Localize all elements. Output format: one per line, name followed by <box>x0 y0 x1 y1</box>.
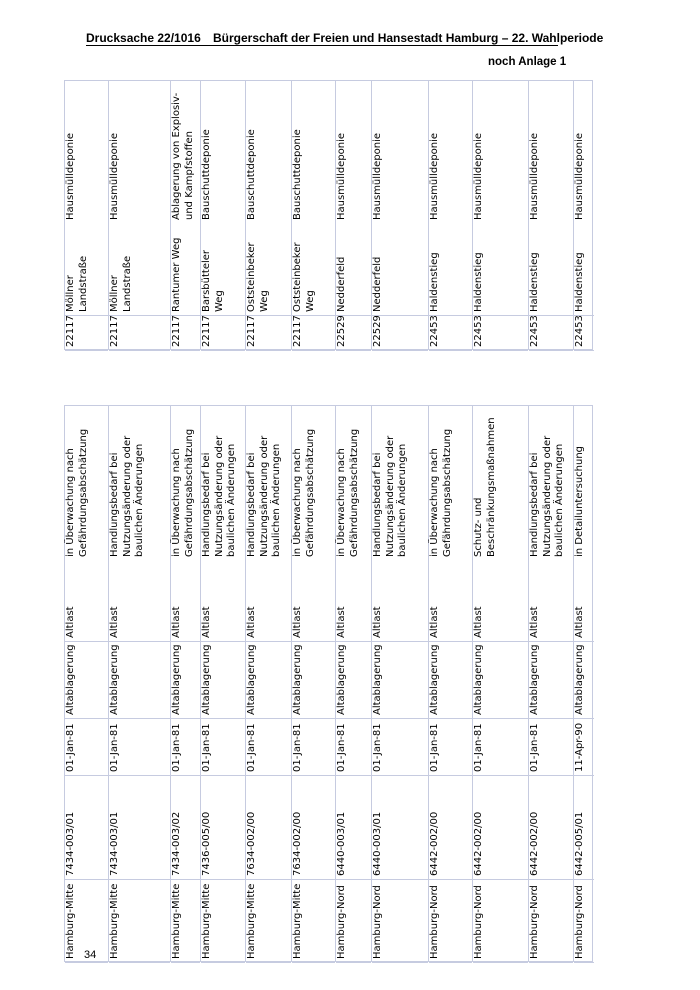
site-kind-text: Altablagerung <box>201 644 212 715</box>
date-cell <box>171 719 200 776</box>
street-text: Rantumer Weg <box>171 237 182 312</box>
date-cell <box>429 719 472 776</box>
category-text: Altlast <box>529 606 540 638</box>
site-kind-cell <box>336 642 371 719</box>
category-text: Altlast <box>109 606 120 638</box>
status-text: in Überwachung nach Gefährdungsabschätzung <box>171 428 195 557</box>
category-cell <box>429 560 472 642</box>
status-text: Handlungsbedarf bei Nutzungsänderung oder baulichen Änderungen <box>246 435 282 557</box>
site-kind-text: Altablagerung <box>246 644 257 715</box>
status-text: in Überwachung nach Gefährdungsabschätzung <box>65 428 89 557</box>
category-text: Altlast <box>574 606 585 638</box>
site-type-text: Hausmülldeponie <box>65 132 76 220</box>
site-kind-cell <box>529 642 573 719</box>
category-cell <box>529 560 573 642</box>
site-number-cell <box>246 776 291 880</box>
district-text: Hamburg-Nord <box>574 885 585 959</box>
date-text: 01-Jan-81 <box>201 723 212 772</box>
site-number-text: 7434-003/01 <box>65 811 76 876</box>
postal-code-cell <box>171 316 200 351</box>
table-row <box>246 81 292 349</box>
postal-code-text: 22529 <box>372 315 383 347</box>
district-text: Hamburg-Mitte <box>65 883 76 959</box>
postal-code-text: 22453 <box>429 315 440 347</box>
site-type-cell <box>529 81 573 223</box>
site-type-cell <box>574 81 594 223</box>
district-text: Hamburg-Mitte <box>246 883 257 959</box>
district-cell <box>529 880 573 963</box>
site-type-text: Ablagerung von Explosiv- und Kampfstoffen <box>171 92 195 220</box>
street-text: Möllner Landstraße <box>65 255 89 312</box>
status-cell <box>372 406 428 560</box>
site-number-cell <box>171 776 200 880</box>
site-type-text: Hausmülldeponie <box>429 132 440 220</box>
site-type-cell <box>109 81 170 223</box>
category-text: Altlast <box>473 606 484 638</box>
lower-table <box>64 405 593 962</box>
site-type-cell <box>372 81 428 223</box>
site-type-text: Hausmülldeponie <box>529 132 540 220</box>
header-rule <box>86 45 558 46</box>
street-cell <box>171 223 200 316</box>
site-kind-cell <box>473 642 528 719</box>
status-cell <box>429 406 472 560</box>
category-text: Altlast <box>336 606 347 638</box>
postal-code-cell <box>201 316 245 351</box>
status-text: in Überwachung nach Gefährdungsabschätzung <box>336 428 360 557</box>
date-cell <box>292 719 335 776</box>
page-number: 34 <box>84 949 97 961</box>
category-text: Altlast <box>246 606 257 638</box>
category-cell <box>574 560 594 642</box>
table-row <box>529 81 574 349</box>
upper-table <box>64 80 593 350</box>
site-kind-cell <box>246 642 291 719</box>
postal-code-cell <box>292 316 335 351</box>
site-number-text: 7634-002/00 <box>292 811 303 876</box>
postal-code-text: 22453 <box>473 315 484 347</box>
date-cell <box>473 719 528 776</box>
date-cell <box>574 719 594 776</box>
district-cell <box>574 880 594 963</box>
district-text: Hamburg-Mitte <box>109 883 120 959</box>
date-text: 01-Jan-81 <box>171 723 182 772</box>
street-text: Haldenstieg <box>529 252 540 312</box>
site-kind-text: Altablagerung <box>292 644 303 715</box>
district-cell <box>171 880 200 963</box>
category-cell <box>473 560 528 642</box>
postal-code-cell <box>372 316 428 351</box>
site-type-text: Hausmülldeponie <box>473 132 484 220</box>
site-kind-cell <box>171 642 200 719</box>
category-cell <box>372 560 428 642</box>
district-cell <box>246 880 291 963</box>
parliament-title: Bürgerschaft der Freien und Hansestadt Hamburg – 22. Wahlperiode <box>213 31 604 45</box>
site-kind-text: Altablagerung <box>574 644 585 715</box>
street-text: Oststeinbeker Weg <box>292 242 316 312</box>
street-text: Oststeinbeker Weg <box>246 242 270 312</box>
status-cell <box>65 406 108 560</box>
date-cell <box>246 719 291 776</box>
site-number-cell <box>429 776 472 880</box>
district-cell <box>336 880 371 963</box>
table-row <box>109 81 171 349</box>
site-type-cell <box>171 81 200 223</box>
category-cell <box>201 560 245 642</box>
table-row <box>292 406 336 961</box>
table-row <box>292 81 336 349</box>
status-text: in Detailuntersuchung <box>574 445 585 557</box>
site-kind-text: Altablagerung <box>171 644 182 715</box>
status-cell <box>171 406 200 560</box>
site-type-cell <box>473 81 528 223</box>
district-text: Hamburg-Mitte <box>292 883 303 959</box>
table-row <box>429 406 473 961</box>
district-text: Hamburg-Mitte <box>171 883 182 959</box>
date-text: 01-Jan-81 <box>65 723 76 772</box>
date-text: 01-Jan-81 <box>292 723 303 772</box>
site-number-text: 7434-003/02 <box>171 811 182 876</box>
district-cell <box>372 880 428 963</box>
street-cell <box>336 223 371 316</box>
postal-code-cell <box>574 316 594 351</box>
site-number-cell <box>473 776 528 880</box>
street-cell <box>109 223 170 316</box>
postal-code-text: 22117 <box>109 315 120 347</box>
category-text: Altlast <box>171 606 182 638</box>
street-text: Nedderfeld <box>336 256 347 312</box>
table-row <box>473 406 529 961</box>
site-type-text: Hausmülldeponie <box>336 132 347 220</box>
postal-code-text: 22117 <box>201 315 212 347</box>
site-kind-cell <box>429 642 472 719</box>
date-text: 01-Jan-81 <box>246 723 257 772</box>
site-number-text: 7634-002/00 <box>246 811 257 876</box>
district-cell <box>429 880 472 963</box>
district-text: Hamburg-Nord <box>336 885 347 959</box>
postal-code-cell <box>109 316 170 351</box>
status-text: Handlungsbedarf bei Nutzungsänderung oder baulichen Änderungen <box>529 435 565 557</box>
document-number: Drucksache 22/1016 <box>86 31 201 45</box>
site-number-cell <box>109 776 170 880</box>
street-text: Möllner Landstraße <box>109 255 133 312</box>
district-text: Hamburg-Nord <box>473 885 484 959</box>
site-type-cell <box>65 81 108 223</box>
district-text: Hamburg-Nord <box>429 885 440 959</box>
status-cell <box>201 406 245 560</box>
category-cell <box>292 560 335 642</box>
status-cell <box>574 406 594 560</box>
district-text: Hamburg-Nord <box>529 885 540 959</box>
postal-code-cell <box>429 316 472 351</box>
category-cell <box>109 560 170 642</box>
date-cell <box>372 719 428 776</box>
date-text: 01-Jan-81 <box>529 723 540 772</box>
site-type-cell <box>246 81 291 223</box>
street-cell <box>246 223 291 316</box>
district-cell <box>473 880 528 963</box>
site-type-text: Hausmülldeponie <box>372 132 383 220</box>
status-cell <box>473 406 528 560</box>
date-cell <box>201 719 245 776</box>
street-cell <box>529 223 573 316</box>
table-row <box>372 81 429 349</box>
site-type-text: Bauschuttdeponie <box>201 129 212 220</box>
site-kind-cell <box>109 642 170 719</box>
district-cell <box>292 880 335 963</box>
site-kind-text: Altablagerung <box>65 644 76 715</box>
site-type-text: Hausmülldeponie <box>109 132 120 220</box>
status-text: in Überwachung nach Gefährdungsabschätzung <box>292 428 316 557</box>
postal-code-text: 22117 <box>246 315 257 347</box>
table-row <box>574 81 594 349</box>
table-row <box>171 81 201 349</box>
street-text: Nedderfeld <box>372 256 383 312</box>
site-number-text: 6442-002/00 <box>429 811 440 876</box>
date-text: 11-Apr-90 <box>574 722 585 772</box>
table-row <box>171 406 201 961</box>
site-type-text: Bauschuttdeponie <box>246 129 257 220</box>
site-kind-text: Altablagerung <box>429 644 440 715</box>
site-type-cell <box>336 81 371 223</box>
category-cell <box>246 560 291 642</box>
site-kind-cell <box>372 642 428 719</box>
table-row <box>574 406 594 961</box>
street-text: Haldenstieg <box>429 252 440 312</box>
site-number-text: 6442-002/00 <box>473 811 484 876</box>
status-text: Handlungsbedarf bei Nutzungsänderung oder baulichen Änderungen <box>201 435 237 557</box>
site-number-text: 6442-005/01 <box>574 811 585 876</box>
table-row <box>65 81 109 349</box>
postal-code-cell <box>473 316 528 351</box>
date-text: 01-Jan-81 <box>473 723 484 772</box>
date-text: 01-Jan-81 <box>372 723 383 772</box>
appendix-label: noch Anlage 1 <box>488 56 567 68</box>
status-text: Handlungsbedarf bei Nutzungsänderung oder baulichen Änderungen <box>372 435 408 557</box>
street-cell <box>292 223 335 316</box>
date-cell <box>65 719 108 776</box>
site-number-text: 6440-003/01 <box>336 811 347 876</box>
site-number-text: 7434-003/01 <box>109 811 120 876</box>
site-kind-text: Altablagerung <box>109 644 120 715</box>
site-type-text: Hausmülldeponie <box>574 132 585 220</box>
table-row <box>109 406 171 961</box>
table-row <box>201 81 246 349</box>
table-row <box>473 81 529 349</box>
site-kind-cell <box>574 642 594 719</box>
date-text: 01-Jan-81 <box>336 723 347 772</box>
status-cell <box>529 406 573 560</box>
postal-code-cell <box>246 316 291 351</box>
postal-code-text: 22453 <box>574 315 585 347</box>
district-text: Hamburg-Nord <box>372 885 383 959</box>
category-text: Altlast <box>201 606 212 638</box>
date-text: 01-Jan-81 <box>109 723 120 772</box>
street-text: Barsbütteler Weg <box>201 249 225 312</box>
table-row <box>246 406 292 961</box>
site-kind-text: Altablagerung <box>372 644 383 715</box>
category-cell <box>336 560 371 642</box>
site-number-cell <box>65 776 108 880</box>
status-cell <box>109 406 170 560</box>
site-kind-text: Altablagerung <box>473 644 484 715</box>
site-number-text: 6440-003/01 <box>372 811 383 876</box>
site-type-cell <box>429 81 472 223</box>
table-row <box>336 81 372 349</box>
street-text: Haldenstieg <box>473 252 484 312</box>
site-kind-cell <box>201 642 245 719</box>
site-number-cell <box>372 776 428 880</box>
street-cell <box>372 223 428 316</box>
postal-code-cell <box>336 316 371 351</box>
street-cell <box>201 223 245 316</box>
postal-code-text: 22529 <box>336 315 347 347</box>
table-row <box>529 406 574 961</box>
status-cell <box>246 406 291 560</box>
category-cell <box>65 560 108 642</box>
table-row <box>201 406 246 961</box>
date-cell <box>336 719 371 776</box>
postal-code-cell <box>529 316 573 351</box>
postal-code-text: 22117 <box>171 315 182 347</box>
category-cell <box>171 560 200 642</box>
category-text: Altlast <box>429 606 440 638</box>
site-number-text: 6442-002/00 <box>529 811 540 876</box>
site-number-cell <box>201 776 245 880</box>
site-number-cell <box>292 776 335 880</box>
street-text: Haldenstieg <box>574 252 585 312</box>
date-cell <box>109 719 170 776</box>
site-number-cell <box>336 776 371 880</box>
table-row <box>429 81 473 349</box>
date-text: 01-Jan-81 <box>429 723 440 772</box>
street-cell <box>65 223 108 316</box>
postal-code-text: 22117 <box>292 315 303 347</box>
status-text: Handlungsbedarf bei Nutzungsänderung oder baulichen Änderungen <box>109 435 145 557</box>
site-type-text: Bauschuttdeponie <box>292 129 303 220</box>
table-row <box>336 406 372 961</box>
district-text: Hamburg-Mitte <box>201 883 212 959</box>
table-row <box>65 406 109 961</box>
site-type-cell <box>292 81 335 223</box>
date-cell <box>529 719 573 776</box>
site-number-cell <box>574 776 594 880</box>
postal-code-text: 22117 <box>65 315 76 347</box>
site-kind-cell <box>292 642 335 719</box>
category-text: Altlast <box>372 606 383 638</box>
postal-code-text: 22453 <box>529 315 540 347</box>
street-cell <box>429 223 472 316</box>
site-type-cell <box>201 81 245 223</box>
district-cell <box>109 880 170 963</box>
status-text: Schutz- und Beschränkungsmaßnahmen <box>473 417 497 557</box>
site-kind-text: Altablagerung <box>529 644 540 715</box>
status-text: in Überwachung nach Gefährdungsabschätzung <box>429 428 453 557</box>
table-row <box>372 406 429 961</box>
status-cell <box>292 406 335 560</box>
site-number-cell <box>529 776 573 880</box>
postal-code-cell <box>65 316 108 351</box>
street-cell <box>473 223 528 316</box>
district-cell <box>201 880 245 963</box>
site-number-text: 7436-005/00 <box>201 811 212 876</box>
site-kind-cell <box>65 642 108 719</box>
site-kind-text: Altablagerung <box>336 644 347 715</box>
category-text: Altlast <box>65 606 76 638</box>
status-cell <box>336 406 371 560</box>
category-text: Altlast <box>292 606 303 638</box>
street-cell <box>574 223 594 316</box>
